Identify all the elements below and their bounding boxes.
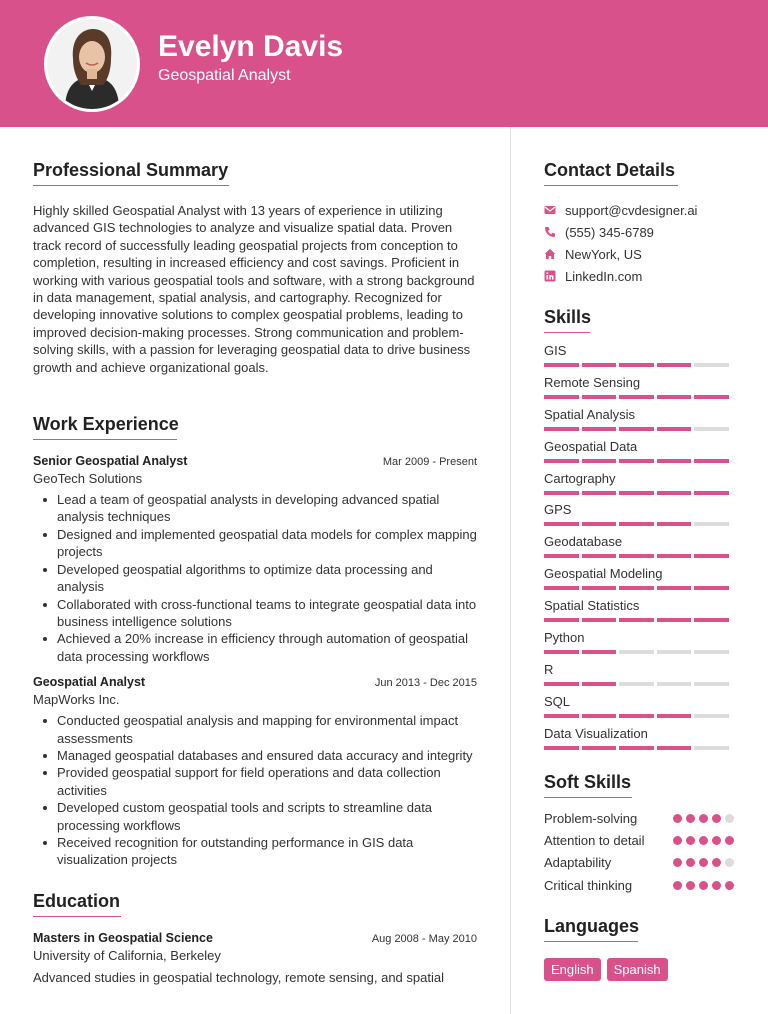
column-divider	[510, 127, 511, 1014]
skill-name: Python	[544, 630, 585, 646]
list-item: Received recognition for outstanding performance in GIS data visualization projects	[57, 834, 477, 869]
skill-level-segment	[619, 395, 654, 399]
soft-skill-item	[544, 854, 734, 871]
list-item: Developed geospatial algorithms to optimize data processing and analysis	[57, 561, 477, 596]
skill-level-meter	[544, 714, 734, 718]
job-title: Geospatial Analyst	[33, 675, 146, 690]
skill-level-segment	[694, 554, 729, 558]
skill-level-segment	[694, 714, 729, 718]
skill-level-meter	[544, 554, 734, 558]
education-description: Advanced studies in geospatial technology, remote sensing, and spatial	[33, 969, 444, 985]
skill-level-segment	[657, 618, 692, 622]
skill-level-segment	[582, 491, 617, 495]
rating-dot	[725, 836, 734, 845]
skill-level-segment	[582, 522, 617, 526]
education-heading: Education	[33, 891, 120, 917]
skill-level-segment	[544, 491, 579, 495]
rating-dot	[712, 836, 721, 845]
skill-level-meter	[544, 395, 734, 399]
rating-dot	[712, 881, 721, 890]
skill-level-meter	[544, 682, 734, 686]
skill-item	[544, 375, 734, 407]
skill-name: R	[544, 661, 554, 677]
skill-level-segment	[582, 618, 617, 622]
skill-level-segment	[544, 363, 579, 367]
skill-level-segment	[582, 714, 617, 718]
skill-name: SQL	[544, 693, 571, 709]
skill-name: GIS	[544, 343, 567, 358]
rating-dot	[686, 858, 695, 867]
skill-level-segment	[657, 746, 692, 750]
list-item: Designed and implemented geospatial data models for complex mapping projects	[57, 526, 477, 560]
contact-location-text: NewYork, US	[565, 246, 642, 262]
language-badge: Spanish	[607, 958, 668, 981]
sidebar-column	[544, 160, 734, 981]
job-entry	[33, 675, 477, 869]
rating-dot	[699, 858, 708, 867]
skill-level-segment	[694, 746, 729, 750]
work-experience-heading: Work Experience	[33, 414, 179, 440]
soft-skill-item	[544, 877, 734, 894]
soft-skill-item	[544, 810, 734, 827]
skill-name: Spatial Statistics	[544, 598, 640, 614]
header-banner	[0, 0, 768, 127]
skill-item	[544, 343, 734, 375]
skill-item	[544, 726, 734, 758]
contact-linkedin-text: LinkedIn.com	[565, 268, 643, 284]
skill-name: Geospatial Modeling	[544, 566, 663, 582]
education-entry	[33, 931, 477, 986]
skill-level-segment	[544, 650, 579, 654]
school-name: University of California, Berkeley	[33, 947, 221, 963]
skill-level-segment	[619, 650, 654, 654]
skill-level-segment	[544, 459, 579, 463]
languages-heading: Languages	[544, 916, 639, 942]
skill-level-segment	[544, 554, 579, 558]
skill-name: Cartography	[544, 470, 616, 486]
soft-skill-item	[544, 832, 734, 849]
skill-level-segment	[694, 491, 729, 495]
skill-level-segment	[619, 363, 654, 367]
rating-dot	[725, 858, 734, 867]
skill-level-segment	[619, 522, 654, 526]
skill-level-segment	[619, 586, 654, 590]
skill-level-meter	[544, 618, 734, 622]
skill-level-meter	[544, 650, 734, 654]
skill-level-segment	[694, 395, 729, 399]
contact-email-text: support@cvdesigner.ai	[565, 202, 698, 218]
degree-title: Masters in Geospatial Science	[33, 930, 213, 945]
main-column	[33, 160, 477, 986]
list-item: Developed custom geospatial tools and scripts to streamline data processing workflows	[57, 799, 477, 834]
skill-level-segment	[657, 427, 692, 431]
skill-level-segment	[619, 682, 654, 686]
skill-name: GPS	[544, 502, 572, 518]
skill-level-segment	[619, 427, 654, 431]
skill-level-segment	[657, 714, 692, 718]
job-company: GeoTech Solutions	[33, 471, 143, 487]
rating-dot	[686, 836, 695, 845]
rating-dot	[712, 858, 721, 867]
skill-level-segment	[582, 427, 617, 431]
skill-level-segment	[694, 427, 729, 431]
skill-level-segment	[657, 586, 692, 590]
job-date: Mar 2009 - Present	[382, 456, 477, 469]
soft-skill-name: Critical thinking	[544, 877, 633, 893]
candidate-title: Geospatial Analyst	[158, 67, 291, 84]
skill-level-meter	[544, 363, 734, 367]
skill-item	[544, 502, 734, 534]
skill-item	[544, 662, 734, 694]
skill-level-segment	[544, 586, 579, 590]
soft-skill-rating	[673, 881, 734, 894]
contact-location	[544, 243, 734, 265]
list-item: Conducted geospatial analysis and mapping for environmental impact assessments	[57, 712, 477, 747]
soft-skill-rating	[673, 836, 734, 849]
skill-level-segment	[619, 459, 654, 463]
skill-level-segment	[657, 650, 692, 654]
profile-photo	[47, 19, 137, 109]
list-item: Achieved a 20% increase in efficiency through automation of geospatial data processing workflows	[57, 630, 477, 665]
skill-level-segment	[619, 491, 654, 495]
skill-level-segment	[582, 746, 617, 750]
skill-level-segment	[657, 682, 692, 686]
job-date: Jun 2013 - Dec 2015	[374, 677, 477, 690]
skill-item	[544, 566, 734, 598]
skill-level-segment	[694, 586, 729, 590]
contact-email	[544, 199, 734, 221]
rating-dot	[686, 814, 695, 823]
skill-level-meter	[544, 491, 734, 495]
summary-text: Highly skilled Geospatial Analyst with 13 years of experience in utilizing advanced GIS technologies to analyze and visualize spatial data. Proven track record of successfully leading geospatial projects from conception to completion, resulting in increased efficiency and cost savings. Proficient in working with various geospatial tools and software, with a strong background in data management, spatial analysis, and cartography. Recognized for developing innovative solutions to complex geospatial problems, leading to improved decision-making processes. Strong communication and problem-solving skills, with a passion for leveraging geospatial data to drive business growth and achieve organizational goals.	[33, 203, 475, 375]
contact-list	[544, 199, 734, 287]
skill-level-segment	[544, 427, 579, 431]
skill-name: Data Visualization	[544, 725, 648, 741]
skill-item	[544, 694, 734, 726]
rating-dot	[725, 881, 734, 890]
job-bullets	[33, 491, 477, 665]
skill-level-segment	[582, 395, 617, 399]
rating-dot	[699, 814, 708, 823]
skill-level-meter	[544, 586, 734, 590]
skill-level-segment	[694, 682, 729, 686]
skill-level-segment	[544, 714, 579, 718]
language-badge: English	[544, 958, 601, 981]
skill-level-segment	[582, 459, 617, 463]
skill-level-segment	[544, 618, 579, 622]
skill-level-segment	[582, 586, 617, 590]
job-title: Senior Geospatial Analyst	[33, 454, 188, 469]
skill-item	[544, 407, 734, 439]
list-item: Collaborated with cross-functional teams to integrate geospatial data into business intelligence solutions	[57, 596, 477, 629]
soft-skill-name: Adaptability	[544, 855, 612, 871]
rating-dot	[712, 814, 721, 823]
skills-heading: Skills	[544, 307, 591, 333]
rating-dot	[673, 836, 682, 845]
skills-list	[544, 343, 734, 758]
rating-dot	[673, 814, 682, 823]
linkedin-icon	[544, 270, 556, 282]
skill-level-segment	[582, 650, 617, 654]
job-bullets	[33, 712, 477, 869]
skill-level-segment	[694, 459, 729, 463]
rating-dot	[673, 858, 682, 867]
skill-item	[544, 534, 734, 566]
list-item: Managed geospatial databases and ensured data accuracy and integrity	[57, 747, 477, 764]
skill-level-segment	[544, 746, 579, 750]
skill-level-segment	[544, 395, 579, 399]
job-company: MapWorks Inc.	[33, 692, 120, 708]
summary-heading: Professional Summary	[33, 160, 228, 186]
skill-name: Geospatial Data	[544, 438, 638, 454]
home-icon	[544, 248, 556, 260]
skill-level-segment	[694, 650, 729, 654]
rating-dot	[673, 881, 682, 890]
skill-level-segment	[657, 554, 692, 558]
soft-skills-list	[544, 810, 734, 895]
skill-level-segment	[619, 554, 654, 558]
rating-dot	[699, 881, 708, 890]
rating-dot	[725, 814, 734, 823]
contact-phone-text: (555) 345-6789	[565, 224, 654, 240]
skill-level-segment	[582, 363, 617, 367]
skill-item	[544, 471, 734, 503]
soft-skill-name: Attention to detail	[544, 832, 645, 848]
skill-name: Spatial Analysis	[544, 406, 636, 422]
skill-level-meter	[544, 522, 734, 526]
skill-level-meter	[544, 746, 734, 750]
skill-level-segment	[619, 714, 654, 718]
skill-level-segment	[657, 522, 692, 526]
education-date: Aug 2008 - May 2010	[371, 932, 477, 945]
soft-skills-heading: Soft Skills	[544, 772, 631, 798]
skill-level-meter	[544, 459, 734, 463]
soft-skill-name: Problem-solving	[544, 810, 638, 826]
skill-name: Geodatabase	[544, 534, 623, 550]
skill-level-segment	[619, 746, 654, 750]
rating-dot	[699, 836, 708, 845]
soft-skill-rating	[673, 814, 734, 827]
envelope-icon	[544, 204, 556, 216]
skill-level-segment	[694, 363, 729, 367]
skill-level-segment	[657, 459, 692, 463]
skill-level-segment	[657, 395, 692, 399]
skill-level-segment	[544, 682, 579, 686]
skill-level-segment	[582, 554, 617, 558]
phone-icon	[544, 226, 556, 238]
skill-level-segment	[657, 491, 692, 495]
skill-level-segment	[544, 522, 579, 526]
languages-list	[544, 958, 734, 981]
avatar	[44, 16, 140, 112]
candidate-name: Evelyn Davis	[158, 30, 344, 63]
list-item: Lead a team of geospatial analysts in developing advanced spatial analysis techniques	[57, 491, 477, 526]
contact-phone	[544, 221, 734, 243]
job-entry	[33, 454, 477, 665]
list-item: Provided geospatial support for field operations and data collection activities	[57, 764, 477, 799]
skill-name: Remote Sensing	[544, 374, 641, 390]
skill-level-segment	[582, 682, 617, 686]
rating-dot	[686, 881, 695, 890]
contact-heading: Contact Details	[544, 160, 675, 186]
skill-level-segment	[657, 363, 692, 367]
skill-item	[544, 439, 734, 471]
skill-level-segment	[619, 618, 654, 622]
contact-linkedin	[544, 265, 734, 287]
soft-skill-rating	[673, 858, 734, 871]
skill-item	[544, 598, 734, 630]
skill-level-meter	[544, 427, 734, 431]
skill-level-segment	[694, 618, 729, 622]
skill-level-segment	[694, 522, 729, 526]
skill-item	[544, 630, 734, 662]
